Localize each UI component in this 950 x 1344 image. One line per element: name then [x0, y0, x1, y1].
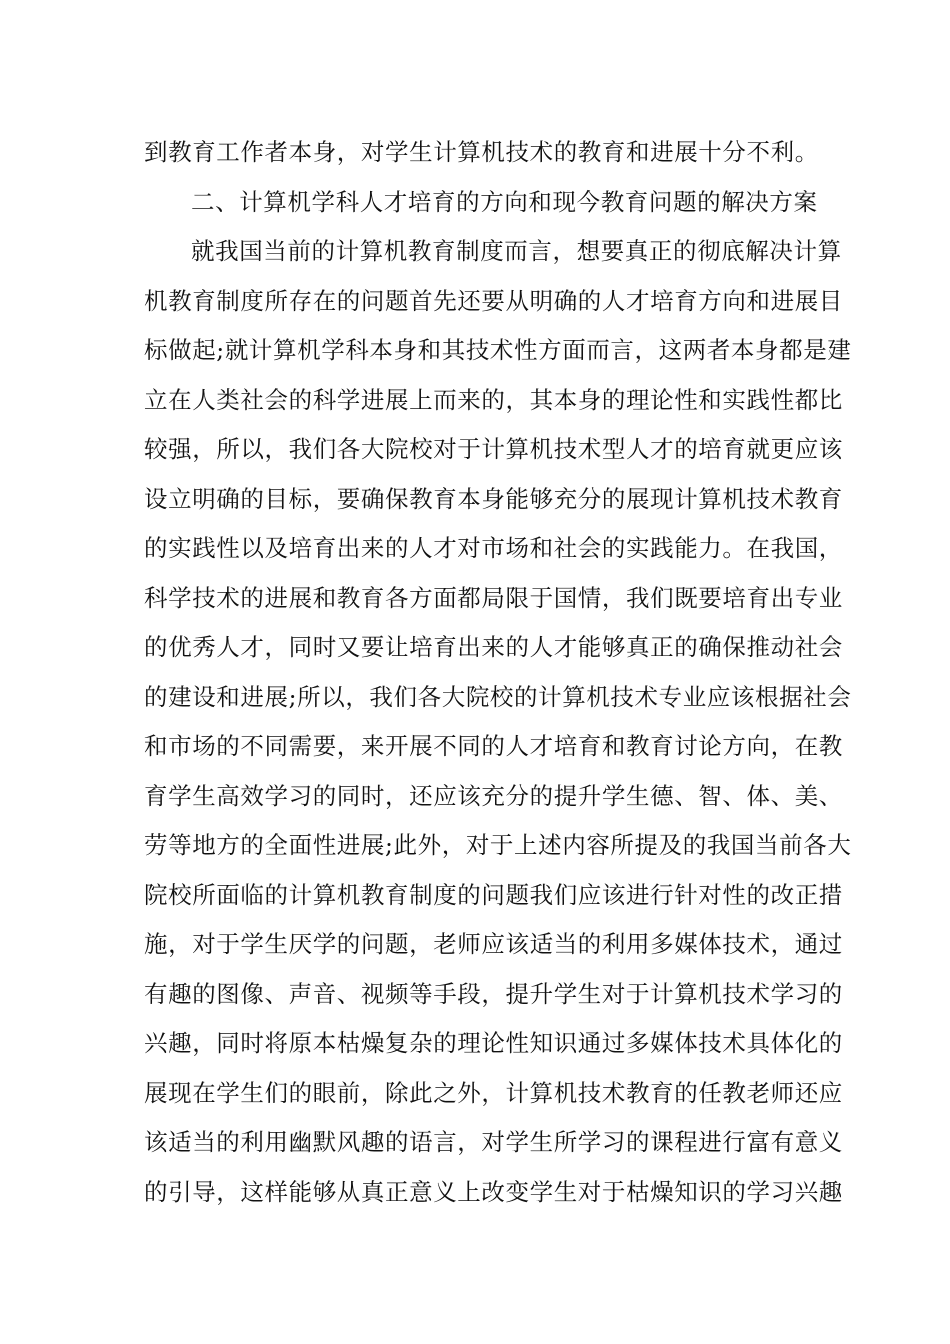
- text-line: 较强，所以，我们各大院校对于计算机技术型人才的培育就更应该: [144, 435, 843, 463]
- section-heading: 二、计算机学科人才培育的方向和现今教育问题的解决方案: [191, 187, 818, 216]
- text-line: 立在人类社会的科学进展上而来的，其本身的理论性和实践性都比: [144, 385, 843, 414]
- text-line: 科学技术的进展和教育各方面都局限于国情，我们既要培育出专业: [144, 583, 843, 612]
- text-line: 的优秀人才，同时又要让培育出来的人才能够真正的确保推动社会: [144, 633, 843, 661]
- text-line: 的实践性以及培育出来的人才对市场和社会的实践能力。在我国，: [144, 534, 843, 562]
- text-line: 到教育工作者本身，对学生计算机技术的教育和进展十分不利。: [144, 138, 819, 166]
- text-line: 劳等地方的全面性进展;此外，对于上述内容所提及的我国当前各大: [144, 831, 852, 859]
- text-line: 的建设和进展;所以，我们各大院校的计算机技术专业应该根据社会: [144, 682, 852, 711]
- text-line: 兴趣，同时将原本枯燥复杂的理论性知识通过多媒体技术具体化的: [144, 1029, 843, 1057]
- text-line: 育学生高效学习的同时，还应该充分的提升学生德、智、体、美、: [144, 781, 843, 810]
- text-line: 机教育制度所存在的问题首先还要从明确的人才培育方向和进展目: [144, 286, 843, 315]
- text-line: 该适当的利用幽默风趣的语言，对学生所学习的课程进行富有意义: [144, 1128, 843, 1156]
- text-line: 标做起;就计算机学科本身和其技术性方面而言，这两者本身都是建: [144, 336, 852, 364]
- text-line: 和市场的不同需要，来开展不同的人才培育和教育讨论方向，在教: [144, 732, 843, 760]
- text-line: 设立明确的目标，要确保教育本身能够充分的展现计算机技术教育: [144, 484, 843, 513]
- text-line: 院校所面临的计算机教育制度的问题我们应该进行针对性的改正措: [144, 880, 843, 909]
- text-line: 有趣的图像、声音、视频等手段，提升学生对于计算机技术学习的: [144, 979, 843, 1008]
- text-line: 的引导，这样能够从真正意义上改变学生对于枯燥知识的学习兴趣: [144, 1177, 843, 1206]
- paragraph-first-line: 就我国当前的计算机教育制度而言，想要真正的彻底解决计算: [191, 237, 842, 265]
- body-text: [144, 128, 852, 1217]
- text-line: 施，对于学生厌学的问题，老师应该适当的利用多媒体技术，通过: [144, 930, 843, 958]
- text-line: 展现在学生们的眼前，除此之外，计算机技术教育的任教老师还应: [144, 1078, 843, 1107]
